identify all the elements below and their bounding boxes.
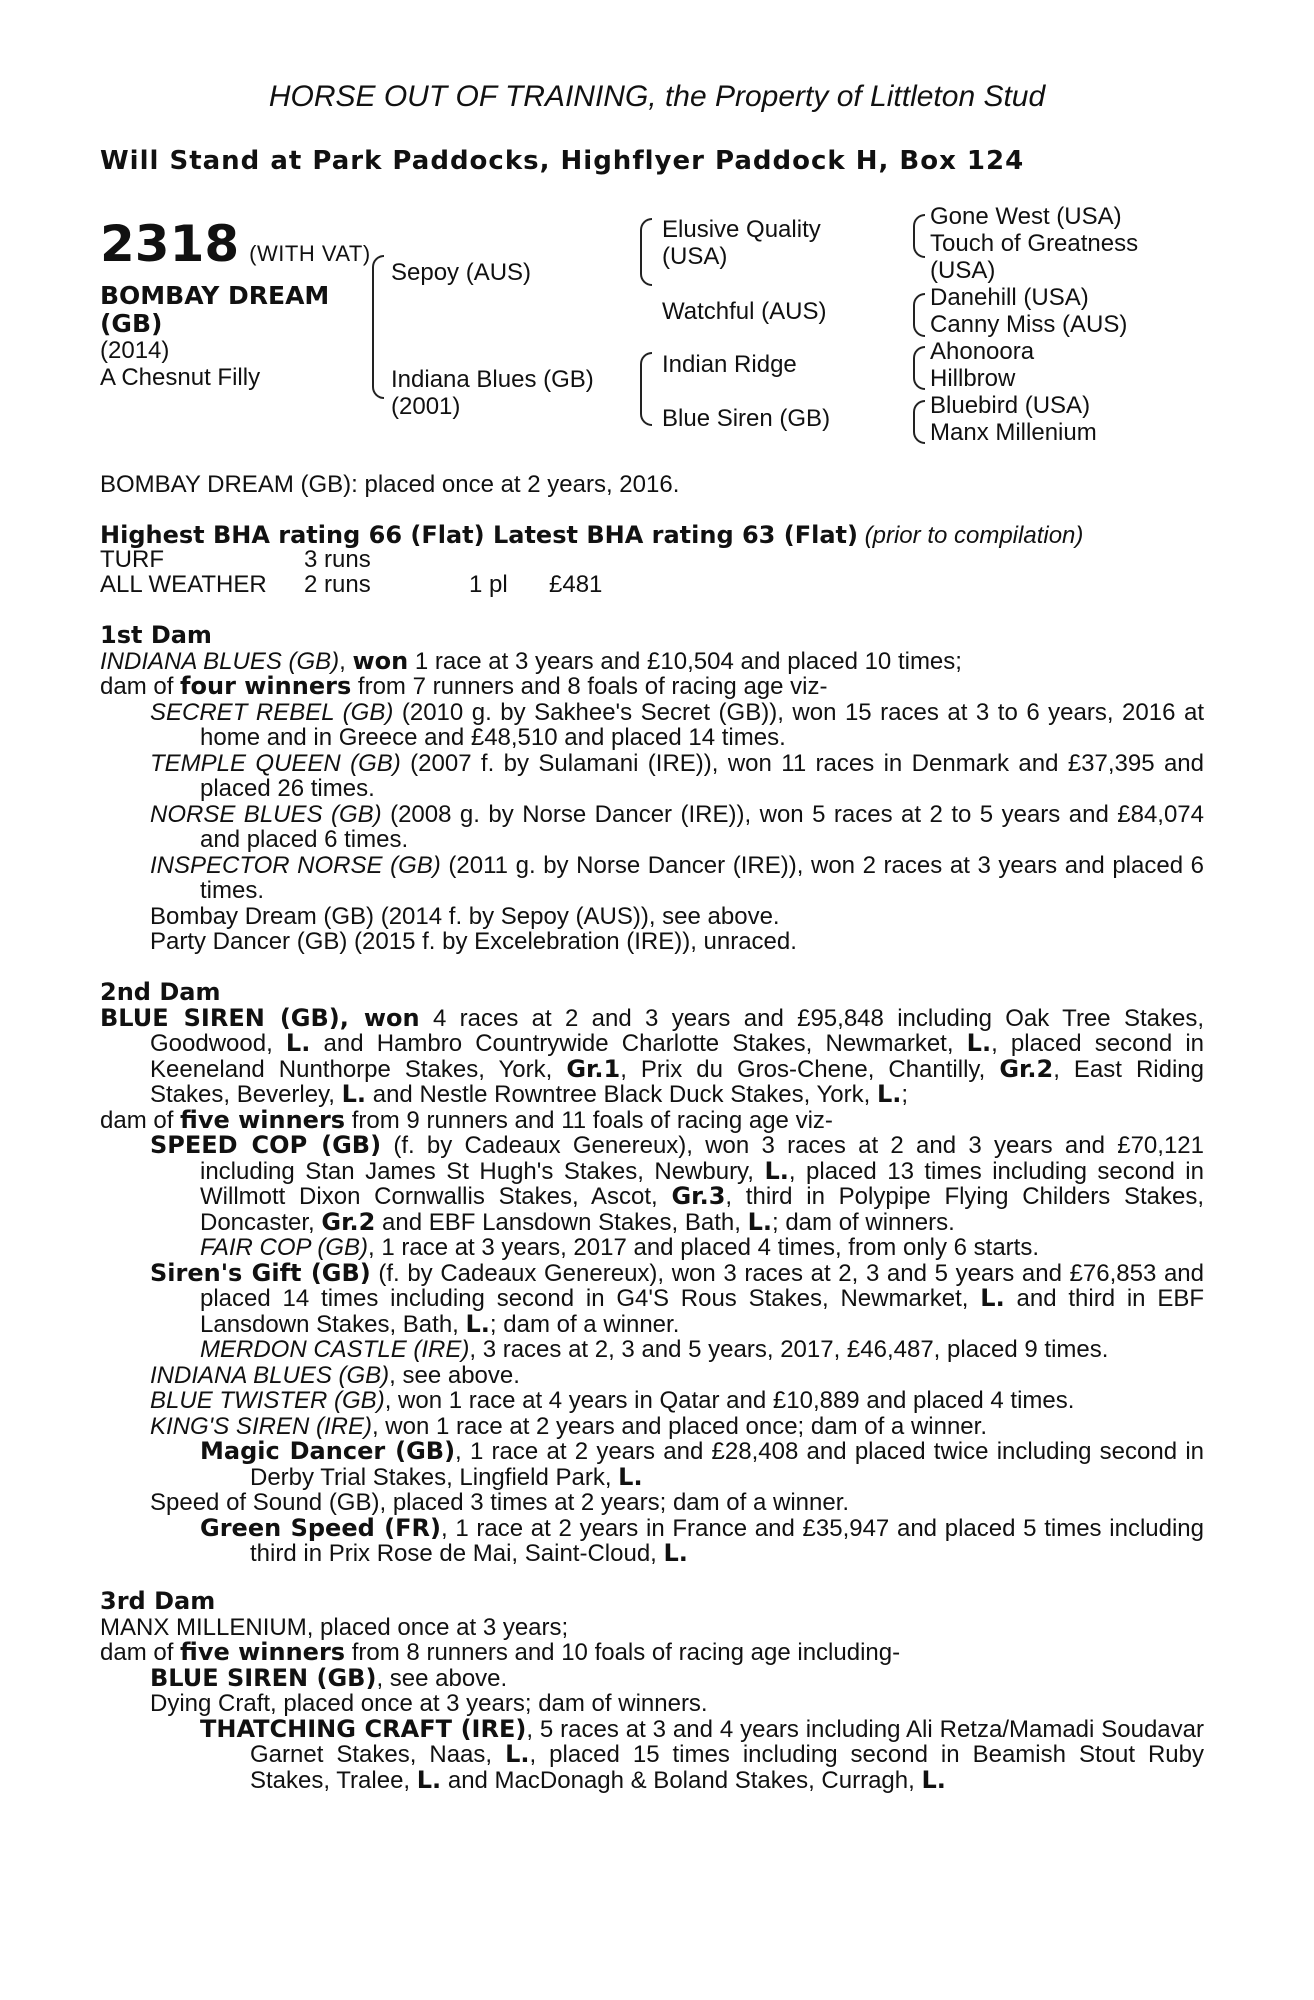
first-dam-record (100, 646, 1204, 675)
text: and Hambro Countrywide Charlotte Stakes, Newmarket, (310, 1030, 967, 1057)
produce-entry: Bombay Dream (GB) (2014 f. by Sepoy (AUS)), see above. (150, 902, 780, 930)
text: and third in EBF Lansdown Stakes, Bath, (200, 1285, 1204, 1338)
pedigree-g3-5: Ahonoora (930, 338, 1035, 365)
third-dam-section (100, 1589, 1204, 1793)
third-dam-heading: 3rd Dam (100, 1587, 216, 1615)
produce-name: BLUE SIREN (GB) (150, 1663, 377, 1692)
text: , East Riding Stakes, Beverley, (150, 1055, 1204, 1108)
pedigree-brace-dam (640, 352, 652, 426)
produce-sub-entry (100, 1714, 1205, 1794)
pedigree-dam-dam: Blue Siren (GB) (662, 405, 831, 432)
third-dam-record: MANX MILLENIUM, placed once at 3 years; (100, 1613, 569, 1641)
winners-count: five winners (180, 1105, 346, 1134)
text: , 1 race at 2 years and £28,408 and placed twice including second in Derby Trial Stakes, Lingfield Park, (250, 1438, 1204, 1491)
produce-entry (100, 1388, 1204, 1414)
text: dam of (100, 1106, 181, 1134)
produce-name: Green Speed (FR) (200, 1513, 441, 1542)
pedigree-dam: Indiana Blues (GB) (391, 366, 594, 393)
text: , placed second in Keeneland Nunthorpe Stakes, York, (150, 1030, 1205, 1083)
race-summary: BOMBAY DREAM (GB): placed once at 2 years, 2016. (100, 471, 680, 498)
pedigree-g3-1: Gone West (USA) (930, 203, 1122, 230)
text: , 5 races at 3 and 4 years including Ali Retza/Mamadi Soudavar Garnet Stakes, Naas, (250, 1715, 1204, 1768)
horse-year: (2014) (100, 337, 170, 364)
pedigree-g3-8: Manx Millenium (930, 419, 1097, 446)
third-dam-produce-summary (100, 1640, 1204, 1666)
produce-name: MERDON CASTLE (IRE) (200, 1336, 470, 1363)
produce-name: FAIR COP (GB) (200, 1234, 368, 1261)
produce-name: SECRET REBEL (GB) (150, 698, 394, 726)
bha-rating-values: Highest BHA rating 66 (Flat) Latest BHA rating 63 (Flat) (100, 521, 858, 549)
listed-badge: L. (663, 1539, 688, 1567)
pedigree-sire: Sepoy (AUS) (391, 259, 532, 286)
pedigree-brace-g78 (913, 400, 925, 444)
page-header-title: HORSE OUT OF TRAINING, the Property of Littleton Stud (268, 80, 1046, 113)
text: , won 1 race at 2 years and placed once; dam of a winner. (371, 1412, 987, 1440)
aw-label: ALL WEATHER (100, 571, 267, 598)
second-dam-produce-summary (100, 1105, 1204, 1134)
pedigree-dam-sire: Indian Ridge (662, 351, 797, 378)
text: , 1 race at 2 years in France and £35,947 and placed 5 times including third in Prix Rose de Mai, Saint-Cloud, (250, 1514, 1204, 1567)
first-dam-record-text: 1 race at 3 years and £10,504 and placed 10 times; (408, 647, 962, 675)
pedigree-g3-4: Canny Miss (AUS) (930, 311, 1128, 338)
text: dam of (100, 673, 181, 700)
pedigree-brace-g56 (913, 346, 925, 390)
aw-runs: 2 runs (304, 571, 371, 598)
text: , see above. (376, 1664, 508, 1692)
text: , placed 15 times including second in Beamish Stout Ruby Stakes, Tralee, (250, 1741, 1205, 1794)
winners-count: four winners (180, 672, 352, 700)
text: , third in Polypipe Flying Childers Stakes, Doncaster, (200, 1183, 1205, 1236)
text: , placed 13 times including second in Willmott Dixon Cornwallis Stakes, Ascot, (200, 1157, 1204, 1210)
produce-name: TEMPLE QUEEN (GB) (150, 749, 401, 777)
text: and MacDonagh & Boland Stakes, Curragh, (441, 1766, 922, 1794)
produce-sub-entry (100, 1513, 1204, 1567)
text: , 1 race at 3 years, 2017 and placed 4 times, from only 6 starts. (368, 1234, 1040, 1261)
won-label: , won (339, 1003, 420, 1032)
pedigree-g3-6: Hillbrow (930, 365, 1016, 392)
produce-sub-entry (100, 1337, 1204, 1363)
text: from 8 runners and 10 foals of racing age including- (345, 1639, 901, 1666)
second-dam-record (100, 1003, 1205, 1108)
first-dam-heading: 1st Dam (100, 621, 212, 649)
group-badge: Gr.1 (566, 1054, 621, 1083)
produce-name: BLUE TWISTER (GB) (150, 1387, 385, 1414)
produce-entry (100, 1663, 1204, 1692)
aw-prize: £481 (549, 571, 603, 598)
text: and EBF Lansdown Stakes, Bath, (375, 1208, 748, 1236)
text: (f. by Cadeaux Genereux), won 3 races at 2, 3 and 5 years and £76,853 and placed 14 times including second in G4'S Rous Stakes, Newmarket, (200, 1259, 1204, 1312)
produce-name: Siren's Gift (GB) (150, 1258, 371, 1287)
lot-number-value: 2318 (100, 215, 240, 273)
listed-badge: L. (747, 1207, 772, 1236)
text: ; (901, 1081, 909, 1108)
produce-entry: Speed of Sound (GB), placed 3 times at 2 years; dam of a winner. (150, 1489, 850, 1516)
produce-entry (100, 1414, 1204, 1440)
text: (f. by Cadeaux Genereux), won 3 races at 2 and 3 years and £70,121 including Stan James St Hugh's Stakes, Newbury, (200, 1132, 1204, 1185)
bha-rating (100, 522, 1083, 549)
produce-text: (2008 g. by Norse Dancer (IRE)), won 5 races at 2 to 5 years and £84,074 and placed 6 times. (200, 800, 1204, 853)
listed-badge: L. (416, 1765, 442, 1794)
listed-badge: L. (505, 1740, 530, 1768)
produce-name: Magic Dancer (GB) (200, 1437, 456, 1465)
pedigree-g3-3: Danehill (USA) (930, 284, 1089, 311)
produce-name: NORSE BLUES (GB) (150, 800, 382, 828)
produce-entry (100, 1258, 1204, 1338)
pedigree-sire-sire-line1: Elusive Quality (662, 216, 821, 243)
produce-text: (2011 g. by Norse Dancer (IRE)), won 2 races at 3 years and placed 6 times. (200, 851, 1204, 904)
text: and Nestle Rowntree Black Duck Stakes, York, (366, 1081, 877, 1108)
pedigree-brace-g34 (913, 293, 925, 337)
produce-entry (100, 751, 1204, 802)
pedigree-brace-g12 (913, 214, 925, 258)
pedigree-g3-2-line2: (USA) (930, 257, 996, 284)
turf-label: TURF (100, 546, 164, 573)
pedigree-g3-7: Bluebird (USA) (930, 392, 1091, 419)
first-dam-name: INDIANA BLUES (GB) (100, 647, 340, 675)
turf-runs: 3 runs (304, 546, 371, 573)
lot-number (100, 216, 371, 282)
produce-entry: Party Dancer (GB) (2015 f. by Excelebration (IRE)), unraced. (150, 928, 797, 955)
pedigree-sire-sire-line2: (USA) (662, 243, 728, 270)
second-dam-section (100, 980, 1204, 1567)
text: , Prix du Gros-Chene, Chantilly, (620, 1055, 1000, 1083)
text: , won 1 race at 4 years in Qatar and £10,889 and placed 4 times. (384, 1387, 1075, 1414)
bha-rating-note: (prior to compilation) (864, 522, 1084, 549)
won-label: won (352, 646, 409, 675)
text: , 3 races at 2, 3 and 5 years, 2017, £46,487, placed 9 times. (469, 1336, 1109, 1363)
produce-entry (100, 802, 1204, 853)
group-badge: Gr.2 (321, 1207, 376, 1236)
text: , see above. (389, 1361, 520, 1389)
aw-placed: 1 pl (469, 571, 508, 598)
listed-badge: L. (285, 1029, 311, 1057)
produce-sub-entry (100, 1235, 1204, 1261)
produce-text: (2010 g. by Sakhee's Secret (GB)), won 15 races at 3 to 6 years, 2016 at home and in Greece and £48,510 and placed 14 times. (200, 698, 1204, 751)
first-dam-section (100, 623, 1204, 955)
produce-name: THATCHING CRAFT (IRE) (200, 1714, 527, 1743)
text: ; dam of a winner. (489, 1310, 680, 1338)
horse-name-line2: (GB) (100, 309, 163, 338)
listed-badge: L. (966, 1029, 992, 1057)
horse-description: A Chesnut Filly (100, 364, 261, 391)
produce-name: INSPECTOR NORSE (GB) (150, 851, 441, 879)
sep: , (339, 647, 353, 675)
listed-badge: L. (876, 1080, 902, 1108)
listed-badge: L. (980, 1284, 1005, 1312)
listed-badge: L. (618, 1462, 643, 1491)
produce-name: INDIANA BLUES (GB) (150, 1361, 390, 1389)
text: ; dam of winners. (772, 1208, 955, 1236)
produce-entry (100, 1133, 1204, 1235)
produce-text: (2007 f. by Sulamani (IRE)), won 11 races in Denmark and £37,395 and placed 26 times. (200, 749, 1204, 802)
group-badge: Gr.2 (999, 1054, 1054, 1083)
pedigree-dam-year: (2001) (391, 393, 461, 420)
produce-entry (100, 853, 1204, 904)
text: from 7 runners and 8 foals of racing age viz- (351, 673, 828, 700)
listed-badge: L. (465, 1309, 490, 1338)
second-dam-name: BLUE SIREN (GB) (100, 1003, 340, 1032)
produce-entry (100, 700, 1204, 751)
vat-note: (WITH VAT) (249, 241, 371, 266)
produce-name: SPEED COP (GB) (150, 1131, 382, 1159)
listed-badge: L. (921, 1765, 946, 1794)
produce-entry (100, 1363, 1204, 1389)
winners-count: five winners (180, 1638, 346, 1666)
listed-badge: L. (764, 1156, 789, 1185)
pedigree-g3-2-line1: Touch of Greatness (930, 230, 1139, 257)
second-dam-heading: 2nd Dam (100, 978, 221, 1006)
pedigree-brace-sire (640, 218, 652, 286)
produce-entry: Dying Craft, placed once at 3 years; dam of winners. (150, 1690, 708, 1717)
text: 4 races at 2 and 3 years and £95,848 including Oak Tree Stakes, Goodwood, (150, 1004, 1204, 1057)
text: dam of (100, 1639, 181, 1666)
group-badge: Gr.3 (671, 1182, 726, 1210)
listed-badge: L. (341, 1080, 367, 1108)
horse-name-line1: BOMBAY DREAM (100, 281, 330, 310)
pedigree-brace-gen1 (372, 255, 384, 399)
produce-sub-entry (100, 1439, 1204, 1490)
produce-name: KING'S SIREN (IRE) (150, 1412, 372, 1440)
first-dam-produce-summary (100, 674, 1204, 700)
stabling-location: Will Stand at Park Paddocks, Highflyer Paddock H, Box 124 (100, 146, 1025, 176)
text: from 9 runners and 11 foals of racing age viz- (345, 1106, 833, 1134)
pedigree-sire-dam: Watchful (AUS) (662, 298, 827, 325)
